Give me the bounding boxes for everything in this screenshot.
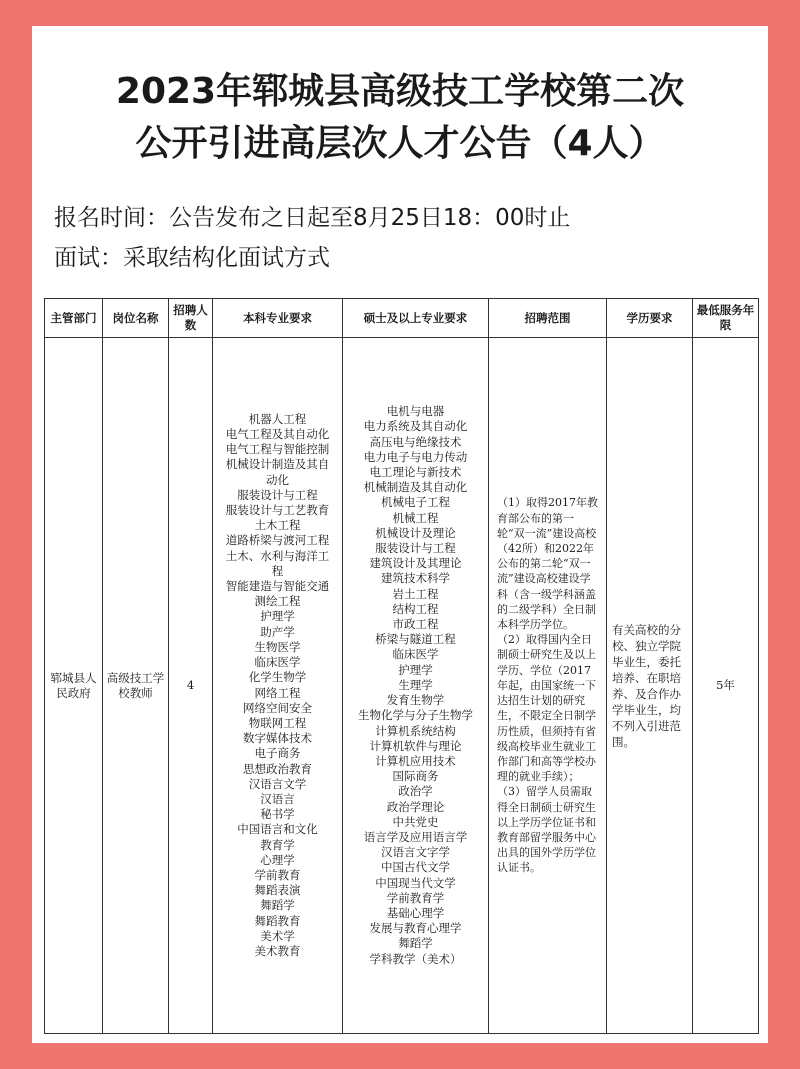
bachelor-major-item: 护理学 [260,609,295,624]
header-scope: 招聘范围 [489,299,607,338]
master-major-item: 语言学及应用语言学 [363,829,468,844]
master-major-item: 汉语言文字学 [381,845,450,860]
notice-info [54,198,570,278]
master-major-item: 舞蹈学 [398,936,433,951]
cell-scope [489,338,607,1034]
bachelor-major-item: 机械设计制造及其自 [225,457,330,472]
bachelor-major-item: 数字媒体技术 [243,731,312,746]
master-major-item: 岩土工程 [392,586,439,601]
cell-count: 4 [169,338,213,1034]
master-major-item: 桥梁与隧道工程 [375,632,456,647]
scope-paragraph: （2）取得国内全日制硕士研究生及以上学历、学位（2017年起，由国家统一下达招生计划的研究生，不限定全日制学历性质，但须持有省级高校毕业生就业工作部门和高等学校办理的就业手续）； [497,633,596,784]
bachelor-major-item: 秘书学 [260,807,295,822]
scope-paragraph: （3）留学人员需取得全日制硕士研究生以上学历学位证书和教育部留学服务中心出具的国外学历学位认证书。 [497,785,596,875]
master-major-item: 学科教学（美术） [369,951,462,966]
bachelor-major-item: 化学生物学 [248,670,307,685]
recruitment-table [44,298,759,1034]
bachelor-major-item: 舞蹈表演 [254,883,301,898]
master-major-item: 高压电与绝缘技术 [369,434,462,449]
master-major-item: 中国现当代文学 [375,875,456,890]
title-line-1: 2023年郓城县高级技工学校第二次 [115,71,685,112]
bachelor-major-item: 土木工程 [254,518,301,533]
bachelor-major-item: 汉语言文学 [248,776,307,791]
scope-paragraph: （1）取得2017年教育部公布的第一轮“双一流”建设高校（42所）和2022年公布的第二轮“双一流”建设高校建设学科（含一级学科涵盖的二级学科）全日制本科学历学位。 [497,496,598,632]
bachelor-major-item: 道路桥梁与渡河工程 [225,533,330,548]
bachelor-major-item: 测绘工程 [254,594,301,609]
bachelor-major-item: 程 [271,563,284,578]
bachelor-major-item: 心理学 [260,852,295,867]
bachelor-major-item: 电气工程及其自动化 [225,427,330,442]
master-major-item: 护理学 [398,662,433,677]
registration-time: 报名时间：公告发布之日起至8月25日18：00时止 [54,205,571,231]
master-major-item: 结构工程 [392,601,439,616]
bachelor-major-item: 网络工程 [254,685,301,700]
master-major-item: 电力电子与电力传动 [363,449,468,464]
bachelor-major-item: 思想政治教育 [243,761,312,776]
master-major-item: 国际商务 [392,769,439,784]
header-master-majors: 硕士及以上专业要求 [343,299,489,338]
master-major-item: 服装设计与工程 [375,541,456,556]
notice-card [32,26,768,1043]
bachelor-major-item: 舞蹈教育 [254,913,301,928]
bachelor-major-item: 服装设计与工程 [237,487,318,502]
bachelor-major-item: 助产学 [260,624,295,639]
bachelor-major-item: 动化 [266,472,289,487]
header-bachelor-majors: 本科专业要求 [213,299,343,338]
master-major-item: 建筑技术科学 [381,571,450,586]
bachelor-major-item: 机器人工程 [248,411,307,426]
master-major-item: 机械制造及其自动化 [363,480,468,495]
table-row [45,338,759,1034]
master-major-item: 学前教育学 [386,890,445,905]
master-major-item: 基础心理学 [386,905,445,920]
master-major-item: 发育生物学 [386,693,445,708]
bachelor-major-item: 临床医学 [254,655,301,670]
cell-education: 有关高校的分校、独立学院毕业生，委托培养、在职培养、及合作办学毕业生，均不列入引进范围。 [607,338,693,1034]
page-title [32,66,768,170]
header-education: 学历要求 [607,299,693,338]
bachelor-major-item: 电气工程与智能控制 [225,442,330,457]
bachelor-major-item: 土木、水利与海洋工 [225,548,330,563]
bachelor-major-item: 电子商务 [254,746,301,761]
master-major-item: 计算机软件与理论 [369,738,462,753]
master-major-item: 临床医学 [392,647,439,662]
master-major-item: 发展与教育心理学 [369,921,462,936]
bachelor-major-item: 汉语言 [260,791,295,806]
bachelor-major-item: 中国语言和文化 [237,822,318,837]
bachelor-major-item: 美术教育 [254,943,301,958]
header-service-years: 最低服务年限 [693,299,759,338]
master-major-item: 中国古代文学 [381,860,450,875]
master-major-item: 计算机系统结构 [375,723,456,738]
header-position: 岗位名称 [103,299,169,338]
master-major-item: 电机与电器 [386,404,445,419]
table-header-row [45,299,759,338]
bachelor-major-item: 生物医学 [254,639,301,654]
bachelor-major-item: 学前教育 [254,867,301,882]
master-major-item: 建筑设计及其理论 [369,556,462,571]
title-line-2: 公开引进高层次人才公告（4人） [135,123,665,164]
header-count: 招聘人数 [169,299,213,338]
bachelor-major-item: 服装设计与工艺教育 [225,503,330,518]
master-major-item: 政治学 [398,784,433,799]
master-major-item: 生理学 [398,677,433,692]
master-major-item: 中共党史 [392,814,439,829]
bachelor-major-item: 网络空间安全 [243,700,312,715]
cell-department: 郓城县人民政府 [45,338,103,1034]
bachelor-major-item: 舞蹈学 [260,898,295,913]
bachelor-major-item: 美术学 [260,928,295,943]
master-major-item: 机械工程 [392,510,439,525]
master-major-item: 电工理论与新技术 [369,465,462,480]
master-major-item: 电力系统及其自动化 [363,419,468,434]
master-major-item: 计算机应用技术 [375,753,456,768]
cell-bachelor-majors [213,338,343,1034]
interview-method: 面试：采取结构化面试方式 [54,245,330,271]
cell-position: 高级技工学校教师 [103,338,169,1034]
master-major-item: 生物化学与分子生物学 [358,708,473,723]
master-major-item: 机械设计及理论 [375,525,456,540]
cell-service-years: 5年 [693,338,759,1034]
master-major-item: 市政工程 [392,617,439,632]
cell-master-majors [343,338,489,1034]
master-major-item: 政治学理论 [386,799,445,814]
bachelor-major-item: 智能建造与智能交通 [225,579,330,594]
header-department: 主管部门 [45,299,103,338]
master-major-item: 机械电子工程 [381,495,450,510]
bachelor-major-item: 教育学 [260,837,295,852]
bachelor-major-item: 物联网工程 [248,715,307,730]
